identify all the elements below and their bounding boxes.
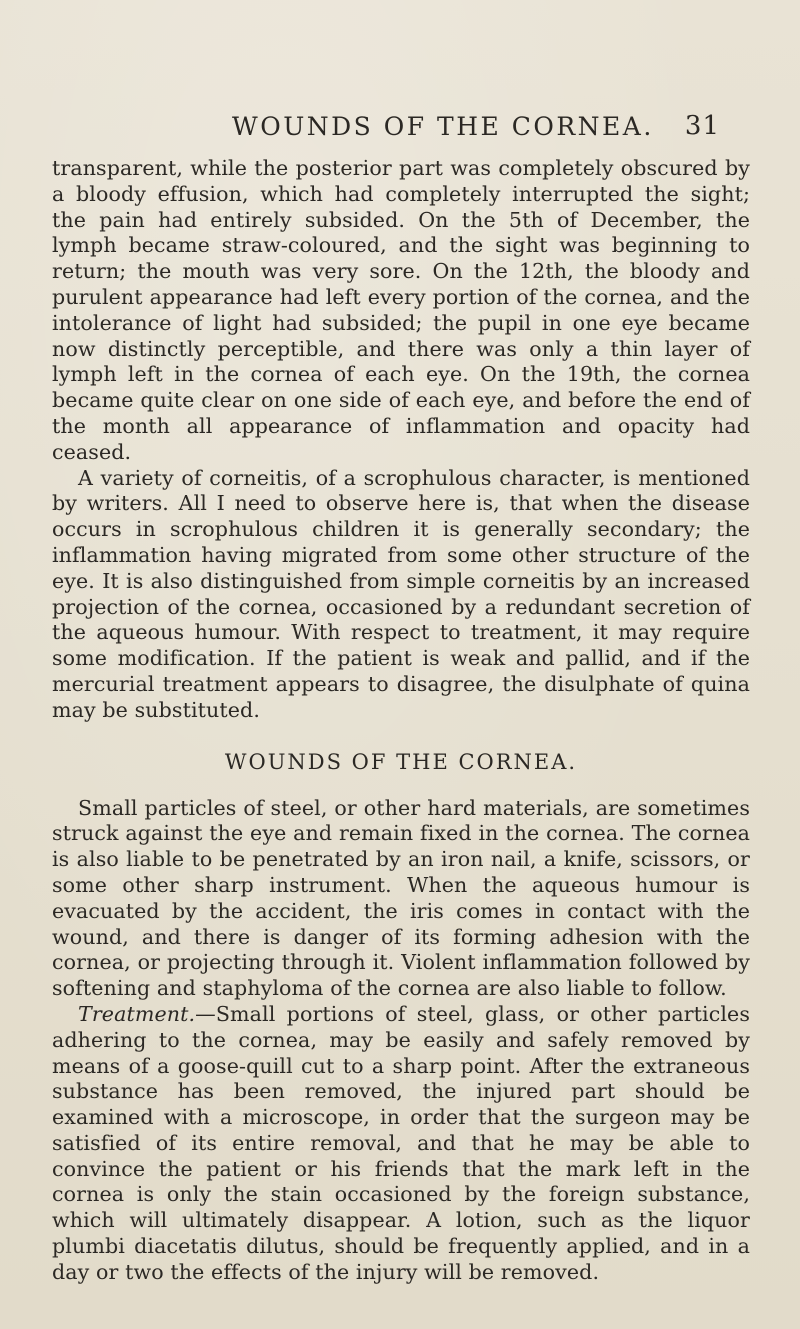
paragraph-scrophulous-corneitis: A variety of corneitis, of a scrophulous character, is mentioned by writers. All I need to observe here is, that when the disease occurs in scrophulous children it is generally secondary; the inflammation having migrated from some other structure of the eye. It is also distinguished from simple corneitis by an increased projection of the cornea, occasioned by a redundant secretion of the aqueous humour. With respect to treatment, it may require some modification. If the patient is weak and pallid, and if the mercurial treatment appears to disagree, the disulphate of quina may be substituted.	[52, 465, 750, 722]
treatment-text: —Small portions of steel, glass, or other particles adhering to the cornea, may be easily and safely removed by means of a goose-quill cut to a sharp point. After the extraneous substance has been removed, the injured part should be examined with a microscope, in order that the surgeon may be satisfied of its entire removal, and that he may be able to convince the patient or his friends that the mark left in the cornea is only the stain occasioned by the foreign substance, which will ultimately disappear. A lotion, such as the liquor plumbi diacetatis dilutus, should be frequently applied, and in a day or two the effects of the injury will be removed.	[52, 1001, 750, 1284]
section-heading: WOUNDS OF THE CORNEA.	[224, 749, 578, 774]
running-header	[0, 112, 800, 142]
running-title: WOUNDS OF THE CORNEA.	[232, 112, 654, 141]
treatment-label: Treatment.	[78, 1001, 196, 1026]
body-text	[52, 156, 750, 1286]
paragraph-treatment	[52, 1002, 750, 1286]
page-number: 31	[684, 111, 720, 141]
paragraph-continuation: transparent, while the posterior part was completely obscured by a bloody effusion, which had completely interrupted the sight; the pain had entirely subsided. On the 5th of December, the lymph became straw-coloured, and the sight was beginning to return; the mouth was very sore. On the 12th, the bloody and purulent appearance had left every portion of the cornea, and the intolerance of light had subsided; the pupil in one eye became now distinctly perceptible, and there was only a thin layer of lymph left in the cornea of each eye. On the 19th, the cornea became quite clear on one side of each eye, and before the end of the month all appearance of inflammation and opacity had ceased.	[52, 156, 750, 464]
paragraph-wounds: Small particles of steel, or other hard materials, are sometimes struck against the eye and remain fixed in the cornea. The cornea is also liable to be penetrated by an iron nail, a knife, scissors, or some other sharp instrument. When the aqueous humour is evacuated by the accident, the iris comes in contact with the wound, and there is danger of its forming adhesion with the cornea, or projecting through it. Violent inflammation followed by softening and staphyloma of the cornea are also liable to follow.	[52, 795, 750, 1001]
